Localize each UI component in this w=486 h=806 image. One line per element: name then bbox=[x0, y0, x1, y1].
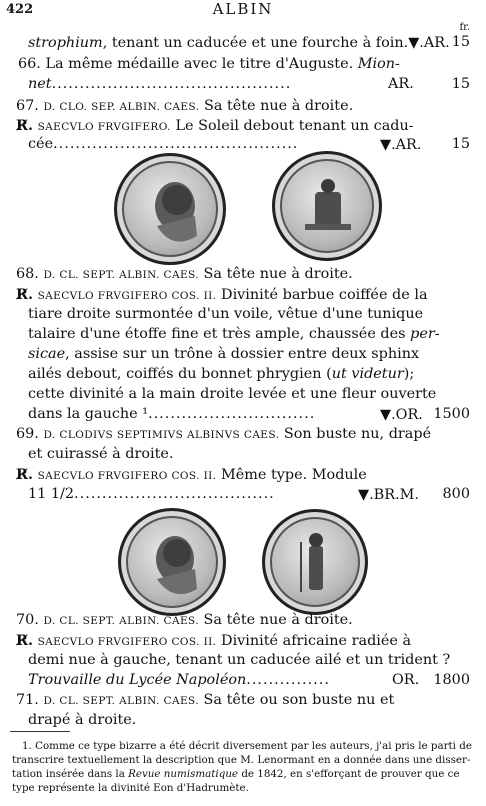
entry-line: Trouvaille du Lycée Napoléon............... bbox=[28, 672, 330, 688]
footnote-line: type représente la divinité Eon d'Hadrumète. bbox=[12, 782, 249, 794]
coin-reverse-image bbox=[272, 151, 382, 261]
footnote-line: 1. Comme ce type bizarre a été décrit diversement par les auteurs, j'ai pris le parti de bbox=[22, 740, 472, 752]
entry-line: 69. D. CLODIVS SEPTIMIVS ALBINVS CAES. Son buste nu, drapé bbox=[16, 426, 432, 442]
entry-metal: OR. bbox=[392, 672, 420, 688]
entry-line: R̸. SAECVLO FRVGIFERO COS. II. Même type. Module bbox=[16, 466, 367, 483]
entry-line: cette divinité a la main droite levée et une fleur ouverte bbox=[28, 386, 437, 402]
entry-price: 1500 bbox=[433, 406, 470, 422]
price-column-unit: fr. bbox=[459, 22, 470, 33]
entry-line: cée............................................ bbox=[28, 136, 299, 152]
footnote-rule bbox=[10, 731, 70, 732]
entry-metal: ▼.OR. bbox=[380, 406, 423, 423]
coin-reverse-image bbox=[262, 509, 368, 615]
entry-metal: AR. bbox=[388, 76, 414, 92]
entry-metal: ▼.AR. bbox=[380, 136, 422, 153]
entry-line: 70. D. CL. SEPT. ALBIN. CAES. Sa tête nue à droite. bbox=[16, 612, 353, 628]
entry-line: R̸. SAECVLO FRVGIFERO. Le Soleil debout tenant un cadu- bbox=[16, 117, 414, 134]
entry-line: et cuirassé à droite. bbox=[28, 446, 174, 462]
coin-obverse-image bbox=[118, 508, 226, 616]
entry-line: tiare droite surmontée d'un voile, vêtue d'une tunique bbox=[28, 306, 424, 322]
entry-line: ailés debout, coiffés du bonnet phrygien (ut videtur); bbox=[28, 366, 415, 382]
entry-line: net........................................... bbox=[28, 76, 292, 92]
entry-line: R̸. SAECVLO FRVGIFERO COS. II. Divinité africaine radiée à bbox=[16, 632, 412, 649]
entry-line: R̸. SAECVLO FRVGIFERO COS. II. Divinité barbue coiffée de la bbox=[16, 286, 428, 303]
entry-line: dans la gauche ¹.............................. bbox=[28, 406, 316, 422]
entry-price: 15 bbox=[451, 76, 470, 92]
entry-line: 11 1/2.................................... bbox=[28, 486, 275, 502]
entry-line: 71. D. CL. SEPT. ALBIN. CAES. Sa tête ou son buste nu et bbox=[16, 692, 395, 708]
entry-line: 66. La même médaille avec le titre d'Auguste. Mion- bbox=[18, 56, 400, 72]
entry-line: strophium, tenant un caducée et une fourche à foin.▼.AR. bbox=[28, 34, 450, 51]
coin-obverse-image bbox=[114, 153, 226, 265]
footnote-line: transcrire textuellement la description que M. Lenormant en a donnée dans une disser- bbox=[12, 754, 471, 766]
entry-line: sicae, assise sur un trône à dossier entre deux sphinx bbox=[28, 346, 420, 362]
running-title: ALBIN bbox=[212, 0, 274, 18]
footnote-line: tation insérée dans la Revue numismatique de 1842, en s'efforçant de prouver que ce bbox=[12, 768, 460, 780]
entry-price: 15 bbox=[451, 136, 470, 152]
standing-deity-icon bbox=[265, 512, 365, 612]
seated-deity-icon bbox=[275, 154, 379, 258]
entry-line: drapé à droite. bbox=[28, 712, 137, 728]
entry-line: 68. D. CL. SEPT. ALBIN. CAES. Sa tête nue à droite. bbox=[16, 266, 353, 282]
entry-line: talaire d'une étoffe fine et très ample, chaussée des per- bbox=[28, 326, 440, 342]
portrait-head-icon bbox=[121, 511, 223, 613]
entry-metal: ▼.BR.M. bbox=[358, 486, 419, 503]
entry-line: demi nue à gauche, tenant un caducée ailé et un trident ? bbox=[28, 652, 451, 668]
entry-price: 800 bbox=[442, 486, 470, 502]
entry-price: 15 bbox=[451, 34, 470, 50]
page-number: 422 bbox=[6, 2, 34, 17]
portrait-head-icon bbox=[117, 156, 223, 262]
entry-price: 1800 bbox=[433, 672, 470, 688]
entry-line: 67. D. CLO. SEP. ALBIN. CAES. Sa tête nue à droite. bbox=[16, 98, 354, 114]
